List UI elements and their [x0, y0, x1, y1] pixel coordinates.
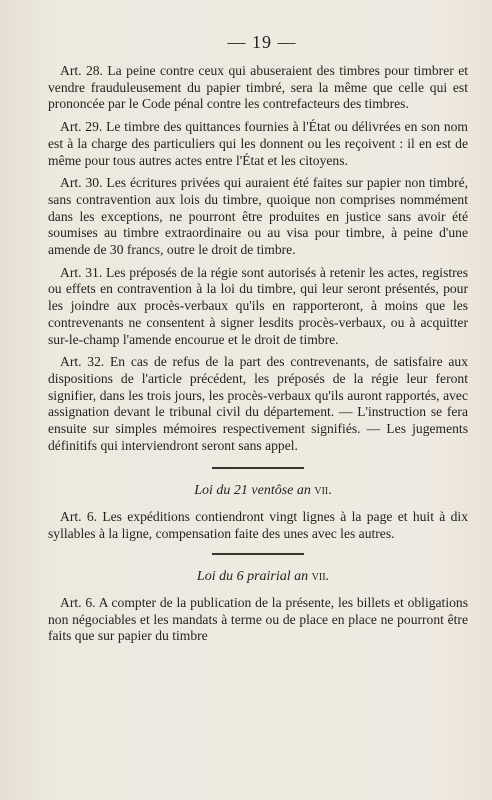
section-heading-prairial-year: vii.: [311, 568, 330, 584]
prairial-article-6: Art. 6. A compter de la publication de la présente, les billets et obligations non négociables et les mandats à terme ou de place en place ne pourront être faits que sur papier du timbre: [48, 594, 468, 644]
section-heading-prairial-main: Loi du 6 prairial an: [196, 568, 309, 584]
section-divider: [212, 467, 304, 469]
article-32: Art. 32. En cas de refus de la part des contrevenants, de satisfaire aux dispositions de l'article précédent, les préposés de la régie leur feront signifier, dans les trois jours, les procès-verbaux qu'ils auront rapportés, avec assignation devant le tribunal civil du département. — L'instruction se fera ensuite sur simples mémoires respectivement signifiés. — Les jugements définitifs qui interviendront seront sans appel.: [48, 354, 468, 453]
section-heading-ventose: [48, 483, 468, 499]
section-heading-ventose-year: vii.: [314, 483, 332, 499]
page-number: — 19 —: [227, 32, 297, 52]
article-29: Art. 29. Le timbre des quittances fournies à l'État ou délivrées en son nom est à la charge des particuliers qui les donnent ou les reçoivent : il en est de même pour tous autres actes entre l'État et les citoyens.: [48, 119, 468, 168]
ventose-article-6: Art. 6. Les expéditions contiendront vingt lignes à la page et huit à dix syllables à la ligne, compensation faite des unes avec les autres.: [48, 509, 468, 542]
section-heading-prairial: [48, 569, 468, 585]
section-divider: [212, 553, 304, 555]
article-30: Art. 30. Les écritures privées qui auraient été faites sur papier non timbré, sans contravention aux lois du timbre, quoique non comprises nommément dans les exceptions, ne pourront être produites en justice sans avoir été soumises au timbre extraordinaire ou au visa pour timbre, à peine d'une amende de 30 francs, outre le droit de timbre.: [48, 175, 468, 258]
article-31: Art. 31. Les préposés de la régie sont autorisés à retenir les actes, registres ou effets en contravention à la loi du timbre, qui leur seront présentés, pour les joindre aux procès-verbaux qu'ils en rapporteront, à moins que les contrevenants ne consentent à signer lesdits procès-verbaux, ou à acquitter sur-le-champ l'amende encourue et le droit de timbre.: [48, 264, 468, 347]
section-heading-ventose-main: Loi du 21 ventôse an: [194, 483, 311, 499]
article-28: Art. 28. La peine contre ceux qui abuseraient des timbres pour timbrer et vendre frauduleusement du papier timbré, sera la même que celle qui est prononcée par le Code pénal contre les contrefacteurs des timbres.: [48, 63, 468, 112]
